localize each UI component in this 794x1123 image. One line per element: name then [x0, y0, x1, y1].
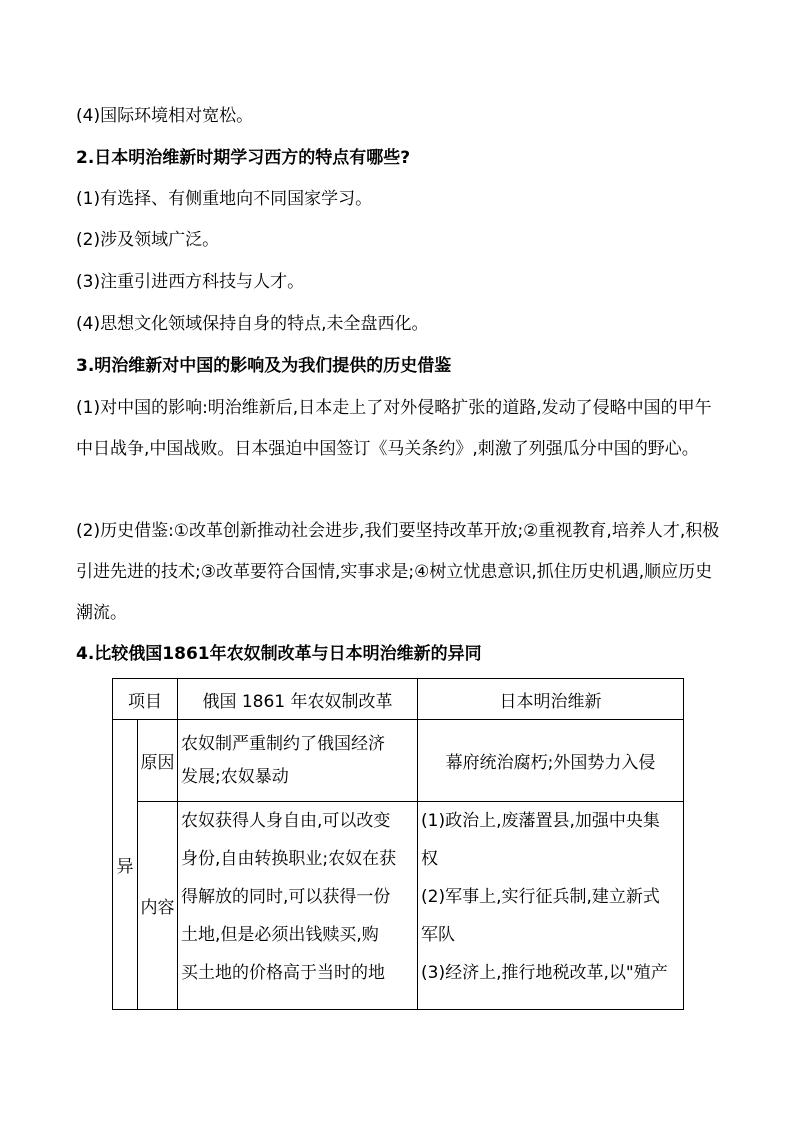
cell-russia-cause: 农奴制严重制约了俄国经济 发展;农奴暴动 — [178, 720, 418, 802]
paragraph-feature-2: (2)涉及领域广泛。 — [76, 230, 220, 250]
heading-comparison: 4.比较俄国1861年农奴制改革与日本明治维新的异同 — [76, 644, 482, 664]
header-russia: 俄国 1861 年农奴制改革 — [178, 679, 418, 720]
header-item: 项目 — [113, 679, 178, 720]
paragraph-international-environment: (4)国际环境相对宽松。 — [76, 106, 254, 126]
group-label-difference: 异 — [113, 720, 138, 1010]
cell-russia-content: 农奴获得人身自由,可以改变 身份,自由转换职业;农奴在获 得解放的同时,可以获得一份 土地,但是必须出钱赎买,购 买土地的价格高于当时的地 — [178, 802, 418, 1010]
cell-japan-cause: 幕府统治腐朽;外国势力入侵 — [418, 720, 684, 802]
comparison-table — [112, 678, 684, 1010]
row-label-content: 内容 — [138, 802, 178, 1010]
paragraph-lessons: (2)历史借鉴:①改革创新推动社会进步,我们要坚持改革开放;②重视教育,培养人才,积极引进先进的技术;③改革要符合国情,实事求是;④树立忧患意识,抓住历史机遇,顺应历史潮流。 — [76, 521, 720, 623]
cell-japan-content: (1)政治上,废藩置县,加强中央集 权 (2)军事上,实行征兵制,建立新式 军队 (3)经济上,推行地税改革,以"殖产 — [418, 802, 684, 1010]
heading-influence-on-china: 3.明治维新对中国的影响及为我们提供的历史借鉴 — [76, 356, 452, 376]
paragraph-feature-3: (3)注重引进西方科技与人才。 — [76, 272, 305, 292]
header-japan: 日本明治维新 — [418, 679, 684, 720]
paragraph-influence: (1)对中国的影响:明治维新后,日本走上了对外侵略扩张的道路,发动了侵略中国的甲午中日战争,中国战败。日本强迫中国签订《马关条约》,刺激了列强瓜分中国的野心。 — [76, 398, 712, 459]
paragraph-feature-1: (1)有选择、有侧重地向不同国家学习。 — [76, 189, 373, 209]
table-row-content — [113, 802, 684, 1010]
table-header-row — [113, 679, 684, 720]
table-row-cause — [113, 720, 684, 802]
heading-learning-features: 2.日本明治维新时期学习西方的特点有哪些? — [76, 148, 411, 168]
row-label-cause: 原因 — [138, 720, 178, 802]
paragraph-feature-4: (4)思想文化领域保持自身的特点,未全盘西化。 — [76, 314, 429, 334]
